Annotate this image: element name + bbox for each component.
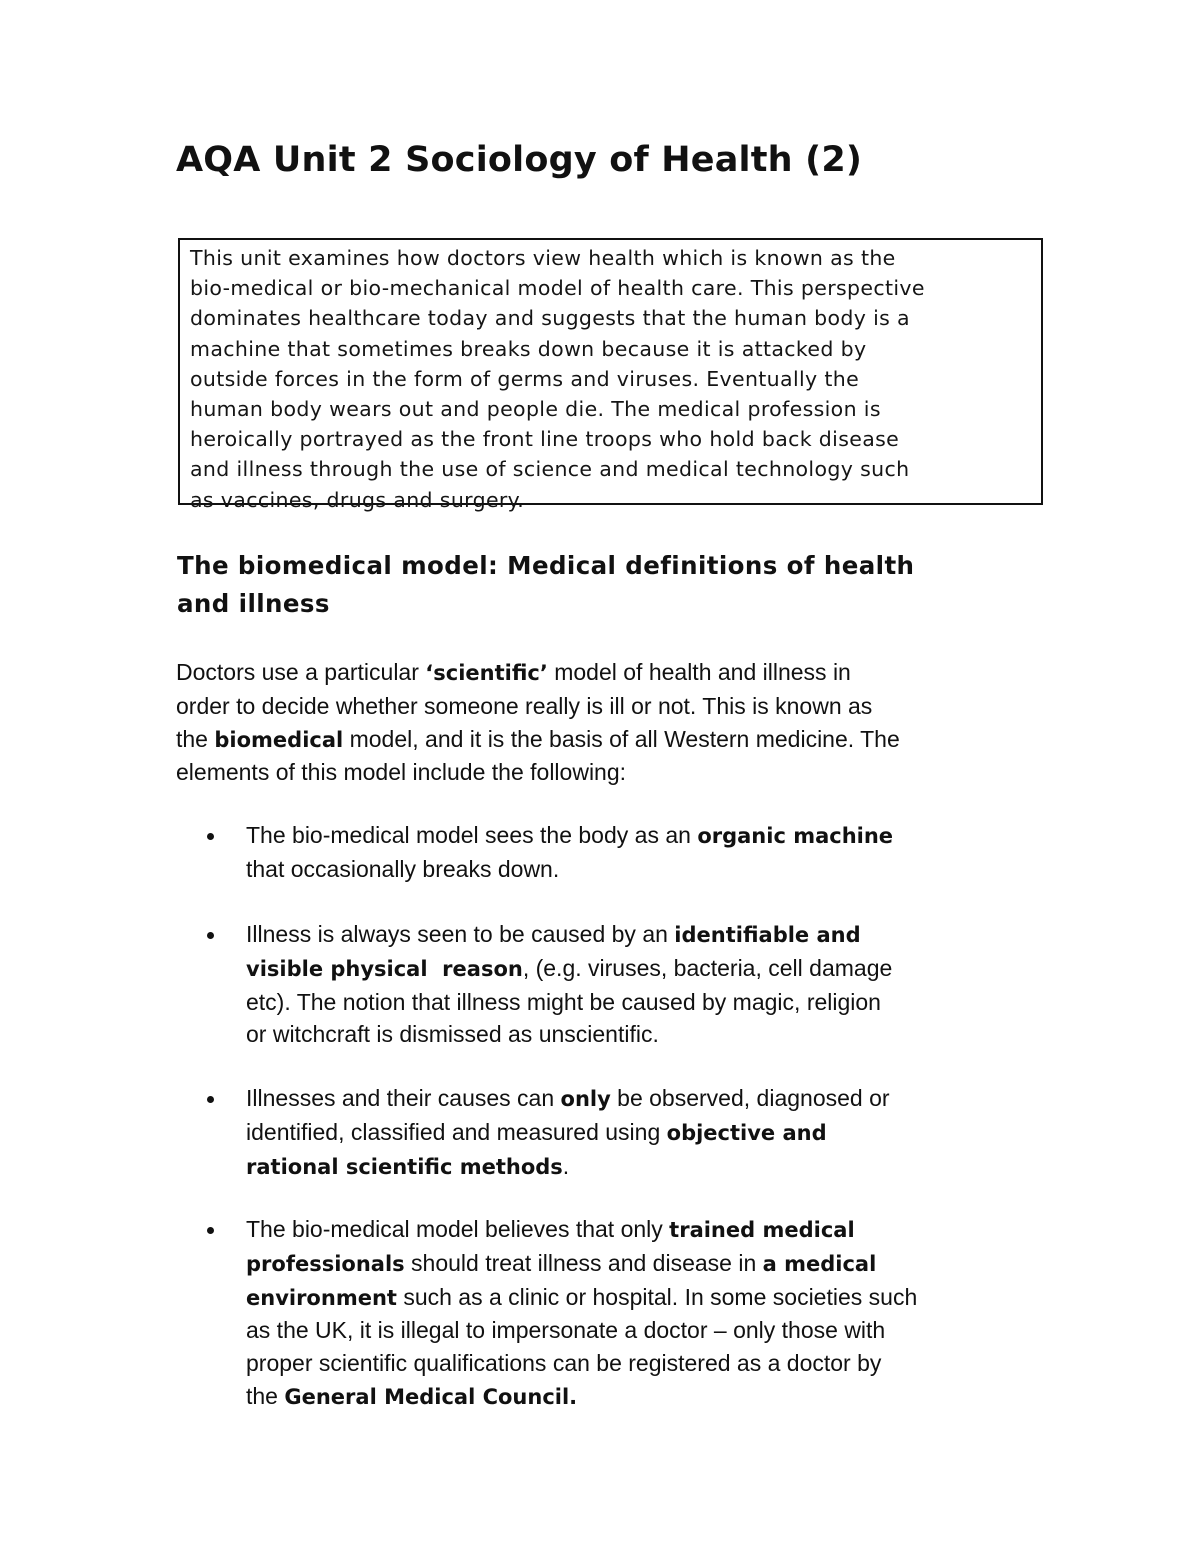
bullet-text [246, 819, 893, 886]
intro-line: machine that sometimes breaks down because it is attacked by [190, 336, 867, 361]
bullet-text [246, 1213, 917, 1414]
intro-line: human body wears out and people die. The medical profession is [190, 397, 881, 422]
bold-text: a medical [762, 1251, 877, 1276]
text: be observed, diagnosed or [610, 1085, 890, 1111]
bullet-line: that occasionally breaks down. [246, 855, 560, 882]
text: identified, classified and measured using [246, 1118, 667, 1145]
bullet-icon [207, 1096, 214, 1103]
text: The bio-medical model believes that only [246, 1216, 670, 1242]
bullet-line [246, 1281, 917, 1315]
bullet-line [246, 1247, 917, 1281]
bullet-text [246, 918, 892, 1051]
bold-text: environment [246, 1285, 397, 1310]
bullet-line: etc). The notion that illness might be caused by magic, religion [246, 988, 881, 1015]
text: Doctors use a particular [176, 659, 426, 685]
bold-text: trained medical [669, 1218, 855, 1242]
bullet-line [246, 1380, 917, 1414]
text: such as a clinic or hospital. In some societies such [396, 1283, 918, 1310]
bullet-line: or witchcraft is dismissed as unscientific. [246, 1021, 659, 1048]
bold-text: General Medical Council. [284, 1384, 578, 1409]
bold-text: biomedical [214, 727, 344, 752]
intro-line: This unit examines how doctors view health which is known as the [190, 246, 896, 270]
bold-text: organic machine [697, 824, 894, 848]
text: The bio-medical model sees the body as an [246, 822, 698, 848]
paragraph-line [176, 723, 900, 757]
section-heading-line: and illness [177, 589, 330, 618]
intro-line: bio-medical or bio-mechanical model of health care. This perspective [190, 276, 925, 301]
text: model of health and illness in [547, 659, 851, 685]
bullet-line [246, 952, 892, 986]
bold-text: identifiable and [674, 923, 861, 947]
bullet-text [246, 1082, 890, 1183]
text: . [562, 1152, 570, 1179]
text: the [246, 1382, 285, 1409]
bullet-line [246, 819, 893, 853]
intro-paragraph [176, 656, 900, 789]
paragraph-line [176, 656, 900, 690]
bold-text: only [560, 1087, 611, 1111]
bold-text: objective and [666, 1120, 827, 1145]
text: model, and it is the basis of all Western medicine. The [343, 725, 900, 752]
text: , (e.g. viruses, bacteria, cell damage [522, 954, 893, 981]
intro-line: heroically portrayed as the front line troops who hold back disease [190, 427, 900, 452]
intro-line: and illness through the use of science and medical technology such [190, 457, 910, 482]
intro-line: as vaccines, drugs and surgery. [190, 487, 525, 512]
intro-line: outside forces in the form of germs and viruses. Eventually the [190, 366, 860, 391]
paragraph-line: elements of this model include the following: [176, 759, 627, 786]
bold-text: professionals [246, 1251, 405, 1276]
section-heading-line: The biomedical model: Medical definitions of health [177, 551, 915, 580]
intro-summary-box [178, 238, 1043, 512]
bullet-line: proper scientific qualifications can be registered as a doctor by [246, 1350, 882, 1377]
text: Illness is always seen to be caused by an [246, 921, 675, 947]
bullet-icon [207, 833, 214, 840]
bullet-icon [207, 932, 214, 939]
bullet-line [246, 1150, 890, 1184]
section-heading [177, 547, 914, 623]
text: should treat illness and disease in [404, 1249, 763, 1276]
text: the [176, 725, 215, 752]
text: Illnesses and their causes can [246, 1085, 561, 1111]
bullet-icon [207, 1227, 214, 1234]
bullet-line [246, 1213, 917, 1247]
intro-line: dominates healthcare today and suggests that the human body is a [190, 306, 910, 331]
bold-text: ‘scientific’ [425, 661, 548, 685]
bold-text: rational scientific methods [246, 1154, 563, 1179]
bullet-line [246, 918, 892, 952]
bullet-line: as the UK, it is illegal to impersonate a doctor – only those with [246, 1317, 886, 1344]
bold-text: visible physical reason [246, 956, 523, 981]
bullet-line [246, 1116, 890, 1150]
document-title: AQA Unit 2 Sociology of Health (2) [176, 140, 863, 180]
paragraph-line: order to decide whether someone really is ill or not. This is known as [176, 692, 873, 719]
bullet-line [246, 1082, 890, 1116]
